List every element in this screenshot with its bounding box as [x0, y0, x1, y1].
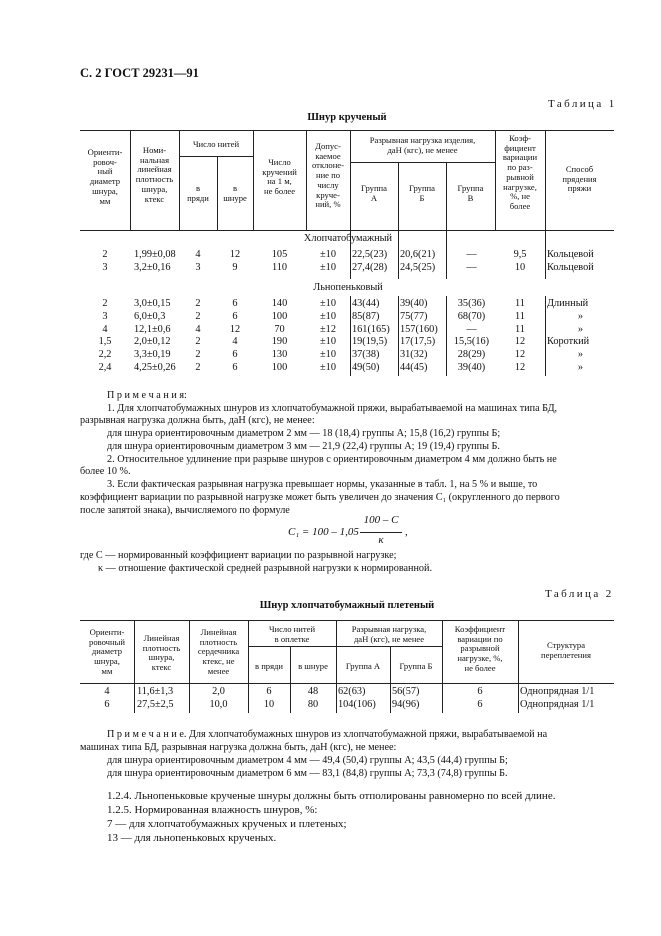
table1-cell: 110 [271, 261, 288, 273]
table1-cell: ±10 [320, 336, 336, 348]
table1-cell: 4 [195, 249, 201, 260]
table1-cell: 100 [271, 310, 288, 322]
formula-denominator: κ [378, 534, 384, 546]
table1-cell: 4 [195, 323, 201, 335]
table1-cell: — [466, 249, 477, 260]
table1-cell: Короткий [547, 336, 590, 348]
table2-load-group-header: Разрывная нагрузка, даН (кгс), не менее [351, 624, 427, 644]
table1-cell: 4,25±0,26 [134, 362, 176, 373]
table2-cell: 56(57) [392, 686, 420, 697]
table1-cell: 2 [195, 310, 201, 322]
notes1-line: более 10 %. [80, 466, 131, 477]
table2-cell: 6 [266, 686, 272, 697]
table2-col-core-header: Линейная плотность сердечника ктекс, не менее [197, 627, 240, 676]
table1-cell: 35(36) [457, 298, 486, 309]
table1-cell: Кольцевой [547, 261, 594, 273]
formula-lhs: C₁ = 100 – 1,05 [288, 526, 359, 538]
table1-cell: 4 [232, 336, 238, 348]
table1-cell: 12 [229, 323, 241, 335]
table1-cell: ±12 [320, 323, 336, 335]
table1-cell: 24,5(25) [400, 261, 436, 273]
table1-cell: 3,2±0,16 [134, 261, 171, 273]
table1-col-method-header: Способ прядения пряжи [562, 164, 597, 194]
table2-col-structure-header: Структура переплетения [541, 640, 591, 660]
table1-cell: » [577, 349, 584, 361]
table1-cell: 3,0±0,15 [134, 298, 171, 309]
table1-col-density-header: Номи- нальная линейная плотность шнура, ктекс [135, 145, 174, 204]
table1-col-group-a-header: Группа А [361, 183, 387, 203]
table1-cell: 6,0±0,3 [134, 310, 166, 322]
table1-vline [446, 296, 447, 376]
table1-cell: 2 [195, 336, 201, 348]
table1-vline [545, 130, 546, 279]
table1-col-coef-header: Коэф- фициент вариации по раз- рывной нагрузке, %, не более [502, 133, 538, 211]
table1-cell: Длинный [547, 298, 589, 309]
table1-cell: 6 [232, 349, 238, 361]
table2-col-strand-header: в пряди [254, 661, 284, 671]
formula-numerator: 100 – C [363, 514, 399, 526]
table1-col-group-v-header: Группа В [457, 183, 484, 203]
notes1-title: П р и м е ч а н и я: [107, 390, 187, 401]
table1-vline [398, 296, 399, 376]
table2-col-coef-header: Коэффициент вариации по разрывной нагрузке, %, не более [454, 624, 506, 673]
notes1-line: 1. Для хлопчатобумажных шнуров из хлопчатобумажной пряжи, вырабатываемой на машинах типа БД, [107, 403, 558, 414]
table1-cell: ±10 [320, 298, 336, 309]
table1-title: Шнур крученый [307, 112, 387, 123]
table2-vline [518, 620, 519, 713]
table1-cell: 2 [195, 349, 201, 361]
table1-cell: 10 [514, 261, 526, 273]
notes1-line: для шнура ориентировочным диаметром 2 мм — 18 (18,4) группы А; 15,8 (16,2) группы Б; [107, 428, 501, 439]
table1-cell: 161(165) [352, 323, 390, 335]
table1-cell: ±10 [320, 249, 336, 260]
table2-title: Шнур хлопчатобумажный плетеный [259, 600, 435, 611]
table1-cell: 2 [102, 249, 108, 260]
table1-cell: 6 [232, 310, 238, 322]
table1-cell: 12 [229, 249, 241, 260]
table2-col-group-a-header: Группа А [345, 661, 381, 671]
table2-cell: 10,0 [209, 698, 228, 710]
table1-cell: 3,3±0,19 [134, 349, 171, 361]
table2-cell: Однопрядная 1/1 [520, 686, 595, 697]
notes2-line: машинах типа БД, разрывная нагрузка должна быть, даН (кгс), не менее: [80, 742, 397, 753]
table2-load-subrule [336, 646, 442, 647]
notes2-title: П р и м е ч а н и е. Для хлопчатобумажных шнуров из хлопчатобумажной пряжи, вырабатываемой на [107, 729, 548, 740]
table1-cell: 2 [195, 298, 201, 309]
table2-cell: 10 [263, 698, 275, 710]
table2-cell: 48 [307, 686, 319, 697]
table1-cell: 4 [102, 323, 108, 335]
table2-header-rule [80, 683, 614, 684]
table1-cell: 12 [514, 336, 526, 348]
notes2-line: для шнура ориентировочным диаметром 6 мм — 83,1 (84,8) группы А; 73,3 (74,8) группы Б. [107, 768, 508, 779]
table2-cell: 4 [104, 686, 110, 697]
table1-cell: » [577, 323, 584, 335]
table2-cell: 6 [477, 698, 483, 710]
table1-cell: 27,4(28) [352, 261, 388, 273]
table1-cell: 15,5(16) [453, 336, 490, 348]
table1-section-flax: Льнопеньковый [313, 282, 383, 293]
table1-cell: 22,5(23) [352, 249, 388, 260]
table1-threads-subrule [179, 156, 253, 157]
table2-top-rule [80, 620, 614, 621]
notes1-line: 2. Относительное удлинение при разрыве шнуров с ориентировочным диаметром 4 мм должно быть не [107, 454, 557, 465]
table1-cell: 140 [271, 298, 288, 309]
table1-vline [545, 296, 546, 376]
table1-col-cord-header: в шнуре [223, 183, 247, 203]
table1-cell: 130 [271, 349, 288, 361]
table1-cell: 3 [102, 310, 108, 322]
table1-cell: 1,99±0,08 [134, 249, 176, 260]
humidity-line-flax: 13 — для льнопеньковых крученых. [107, 832, 277, 844]
table1-label: Таблица 1 [548, 98, 617, 110]
table1-col-strand-header: в пряди [187, 183, 209, 203]
table1-col-diameter-header: Ориенти- ровоч- ный диаметр шнура, мм [87, 147, 123, 206]
table1-cell: ±10 [320, 261, 336, 273]
table1-cell: 31(32) [400, 349, 428, 361]
table2-label: Таблица 2 [545, 588, 614, 600]
table1-cell: ±10 [320, 310, 336, 322]
table2-col-density-header: Линейная плотность шнура, ктекс [142, 633, 181, 673]
table2-cell: 27,5±2,5 [137, 698, 174, 710]
formula-tail: , [405, 526, 408, 538]
table1-col-tolerance-header: Допус- каемое отклоне- ние по числу круче- ний, % [312, 141, 344, 210]
table1-vline [350, 296, 351, 376]
notes1-line: после запятой знака), вычисляемого по формуле [80, 505, 290, 516]
table2-cell: 94(96) [392, 698, 420, 710]
table1-cell: » [577, 310, 584, 322]
table1-cell: 43(44) [352, 298, 380, 309]
table2-col-group-b-header: Группа Б [399, 661, 433, 671]
table1-top-rule [80, 130, 614, 131]
table1-cell: 70 [274, 323, 285, 335]
table1-cell: » [577, 362, 584, 373]
table1-cell: ±10 [320, 349, 336, 361]
table1-cell: 12 [514, 349, 526, 361]
table2-cell: 62(63) [338, 686, 366, 697]
table1-cell: 85(87) [352, 310, 380, 322]
table1-cell: 20,6(21) [400, 249, 436, 260]
table1-cell: 11 [515, 323, 525, 335]
table2-cell: 80 [307, 698, 319, 710]
notes1-line: разрывная нагрузка должна быть, даН (кгс), не менее: [80, 415, 315, 426]
table1-cell: 68(70) [457, 310, 486, 322]
table1-cell: 9 [232, 261, 238, 273]
table2-cell: 2,0 [212, 686, 225, 697]
table1-header-rule [80, 230, 614, 231]
table1-cell: 190 [271, 336, 288, 348]
table1-cell: Кольцевой [547, 249, 594, 260]
table1-section-cotton: Хлопчатобумажный [303, 233, 393, 244]
table1-cell: 6 [232, 298, 238, 309]
page-header: С. 2 ГОСТ 29231—91 [80, 66, 199, 80]
table1-cell: 39(40) [400, 298, 428, 309]
table1-cell: 2,2 [98, 349, 112, 361]
table1-cell: 11 [515, 298, 525, 309]
notes1-line: 3. Если фактическая разрывная нагрузка превышает нормы, указанные в табл. 1, на 5 % и выше, то [107, 479, 538, 490]
table2-vline [390, 646, 391, 713]
table1-cell: 44(45) [400, 362, 428, 373]
table1-load-group-header: Разрывная нагрузка изделия, даН (кгс), не менее [369, 135, 476, 155]
table1-cell: 2 [195, 362, 201, 373]
table1-cell: ±10 [320, 362, 336, 373]
notes1-line: для шнура ориентировочным диаметром 3 мм — 21,9 (22,4) группы А; 19 (19,4) группы Б. [107, 441, 500, 452]
table1-cell: 6 [232, 362, 238, 373]
table1-cell: 2,0±0,12 [134, 336, 171, 348]
table1-col-twists-header: Число кручений на 1 м, не более [262, 157, 297, 197]
table1-cell: 17(17,5) [400, 336, 436, 348]
table2-cell: 104(106) [338, 698, 376, 710]
table1-cell: 2 [102, 298, 108, 309]
table1-cell: 2,4 [98, 362, 112, 373]
table1-cell: 105 [271, 249, 288, 260]
table1-cell: 11 [515, 310, 525, 322]
paragraph-1-2-5: 1.2.5. Нормированная влажность шнуров, %: [107, 804, 318, 816]
paragraph-1-2-4: 1.2.4. Льнопеньковые крученые шнуры должны быть отполированы равномерно по всей длине. [107, 790, 556, 802]
formula-fraction-bar [360, 532, 402, 533]
notes2-line: для шнура ориентировочным диаметром 4 мм — 49,4 (50,4) группы А; 43,5 (44,4) группы Б; [107, 755, 508, 766]
table1-load-subrule [350, 162, 495, 163]
table1-cell: 37(38) [352, 349, 380, 361]
table1-vline [398, 162, 399, 279]
table1-cell: 12 [514, 362, 526, 373]
table1-threads-group-header: Число нитей [192, 139, 240, 149]
table2-threads-subrule [248, 646, 336, 647]
table1-cell: 9,5 [513, 249, 527, 260]
table1-cell: 3 [195, 261, 201, 273]
humidity-line-cotton: 7 — для хлопчатобумажных крученых и плетеных; [107, 818, 347, 830]
table1-vline [446, 162, 447, 279]
table2-col-diameter-header: Ориенти- ровочный диаметр шнура, мм [89, 627, 125, 676]
table1-cell: 75(77) [400, 310, 428, 322]
table2-threads-group-header: Число нитей в оплетке [268, 624, 316, 644]
table1-cell: 100 [271, 362, 288, 373]
formula-def-k: κ — отношение фактической средней разрывной нагрузки к нормированной. [98, 563, 433, 574]
formula-def-c: где C — нормированный коэффициент вариации по разрывной нагрузке; [80, 550, 397, 561]
table1-cell: 28(29) [457, 349, 486, 361]
table2-col-cord-header: в шнуре [298, 661, 328, 671]
notes1-line: коэффициент вариации по разрывной нагрузке может быть увеличен до значения C₁ (округленного до первого [80, 492, 560, 503]
table1-cell: 1,5 [98, 336, 112, 348]
table1-cell: 3 [102, 261, 108, 273]
table2-cell: Однопрядная 1/1 [520, 698, 595, 710]
table1-cell: 39(40) [457, 362, 486, 373]
table2-cell: 6 [104, 698, 110, 710]
table1-cell: — [466, 261, 477, 273]
table2-cell: 6 [477, 686, 483, 697]
table1-cell: 19(19,5) [352, 336, 388, 348]
table1-col-group-b-header: Группа Б [409, 183, 435, 203]
table1-cell: 49(50) [352, 362, 380, 373]
table1-cell: 12,1±0,6 [134, 323, 171, 335]
table1-cell: 157(160) [400, 323, 438, 335]
table1-cell: — [466, 323, 477, 335]
table2-cell: 11,6±1,3 [137, 686, 174, 697]
